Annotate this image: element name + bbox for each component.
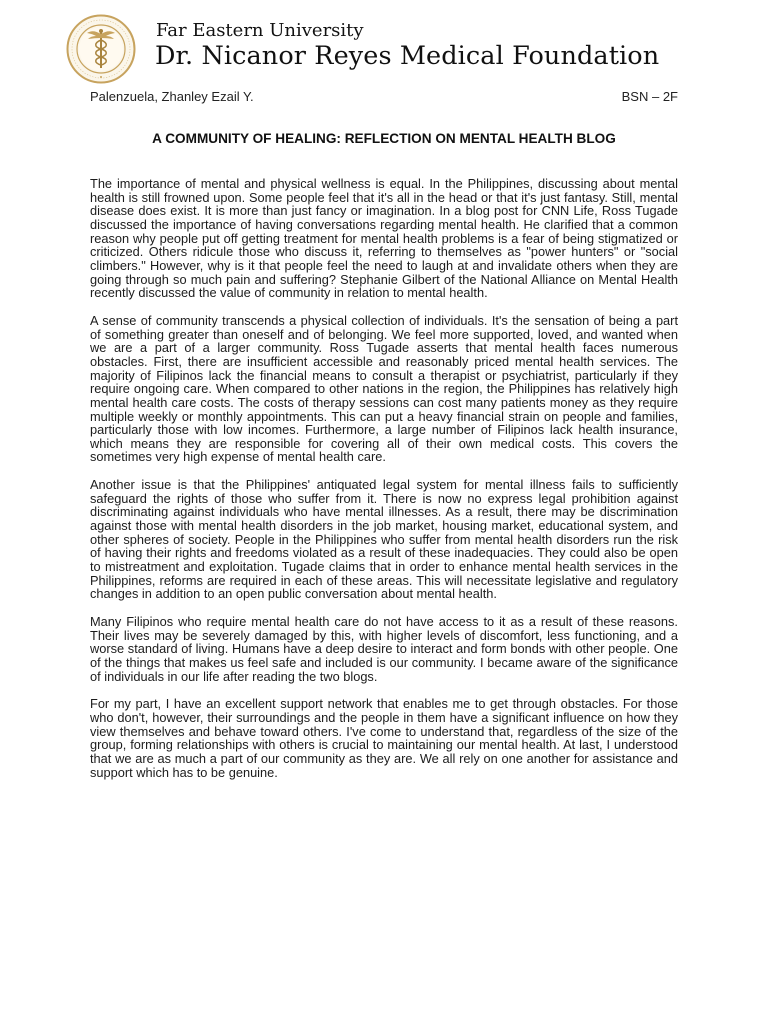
foundation-name: Dr. Nicanor Reyes Medical Foundation: [155, 41, 660, 71]
document-body: [90, 177, 678, 793]
class-section: BSN – 2F: [621, 89, 678, 104]
paragraph: For my part, I have an excellent support network that enables me to get through obstacles. For those who don't, however, their surroundings and the people in them have a significant influence on how they view themselves and behave toward others. I've come to understand that, regardless of the size of the group, forming relationships with others is crucial to maintaining our mental health. At last, I understood that we are as much a part of our community as they are. We all rely on one another for assistance and support which has to be genuine.: [90, 696, 678, 780]
paragraph: A sense of community transcends a physical collection of individuals. It's the sensation of being a part of something greater than oneself and of belonging. We feel more supported, loved, and wanted when we are a part of a larger community. Ross Tugade asserts that mental health faces numerous obstacles. First, there are insufficient accessible and reasonably priced mental health services. The majority of Filipinos lack the financial means to consult a therapist or psychiatrist, particularly if they require ongoing care. When compared to other nations in the region, the Philippines has relatively high mental health care costs. The costs of therapy sessions can cost many patients money as they require multiple weekly or monthly appointments. This can put a heavy financial strain on people and families, particularly those with low incomes. Furthermore, a large number of Filipinos lack health insurance, which means they are responsible for covering all of their own medical costs. This covers the sometimes very high expense of mental health care.: [90, 312, 678, 465]
institution-name: Far Eastern University: [156, 20, 364, 41]
paragraph: Many Filipinos who require mental health care do not have access to it as a result of these reasons. Their lives may be severely damaged by this, with higher levels of discomfort, less functioning, and a worse standard of living. Humans have a deep desire to interact and form bonds with other people. One of the things that makes us feel safe and included is our community. I became aware of the significance of individuals in our life after reading the two blogs.: [90, 614, 678, 684]
student-name: Palenzuela, Zhanley Ezail Y.: [90, 89, 254, 104]
caduceus-seal-icon: [66, 14, 136, 84]
paragraph: The importance of mental and physical wellness is equal. In the Philippines, discussing about mental health is still frowned upon. Some people feel that it's all in the head or that it's just fantasy. Still, mental disease does exist. It is more than just fancy or imagination. In a blog post for CNN Life, Ross Tugade discussed the importance of having conversations regarding mental health. He clarified that a common reason why people put off getting treatment for mental health problems is a fear of being stigmatized or criticized. Others ridicule those who discuss it, referring to themselves as "power hunters" or "social climbers." However, why is it that people feel the need to laugh at and invalidate others when they are going through so much pain and suffering? Stephanie Gilbert of the National Alliance on Mental Health recently discussed the value of community in relation to mental health.: [90, 176, 678, 301]
document-title: A COMMUNITY OF HEALING: REFLECTION ON MENTAL HEALTH BLOG: [152, 131, 616, 146]
paragraph: Another issue is that the Philippines' antiquated legal system for mental illness fails to sufficiently safeguard the rights of those who suffer from it. There is now no express legal prohibition against discriminating against individuals who have mental illnesses. As a result, there may be discrimination against those with mental health disorders in the job market, housing market, educational system, and other spheres of society. People in the Philippines who suffer from mental health disorders run the risk of having their rights and freedoms violated as a result of these inadequacies. They could also be open to mistreatment and exploitation. Tugade claims that in order to enhance mental health services in the Philippines, reforms are required in each of these areas. This will necessitate legislative and regulatory changes in addition to an open public conversation about mental health.: [90, 477, 678, 602]
letterhead: [66, 14, 706, 80]
